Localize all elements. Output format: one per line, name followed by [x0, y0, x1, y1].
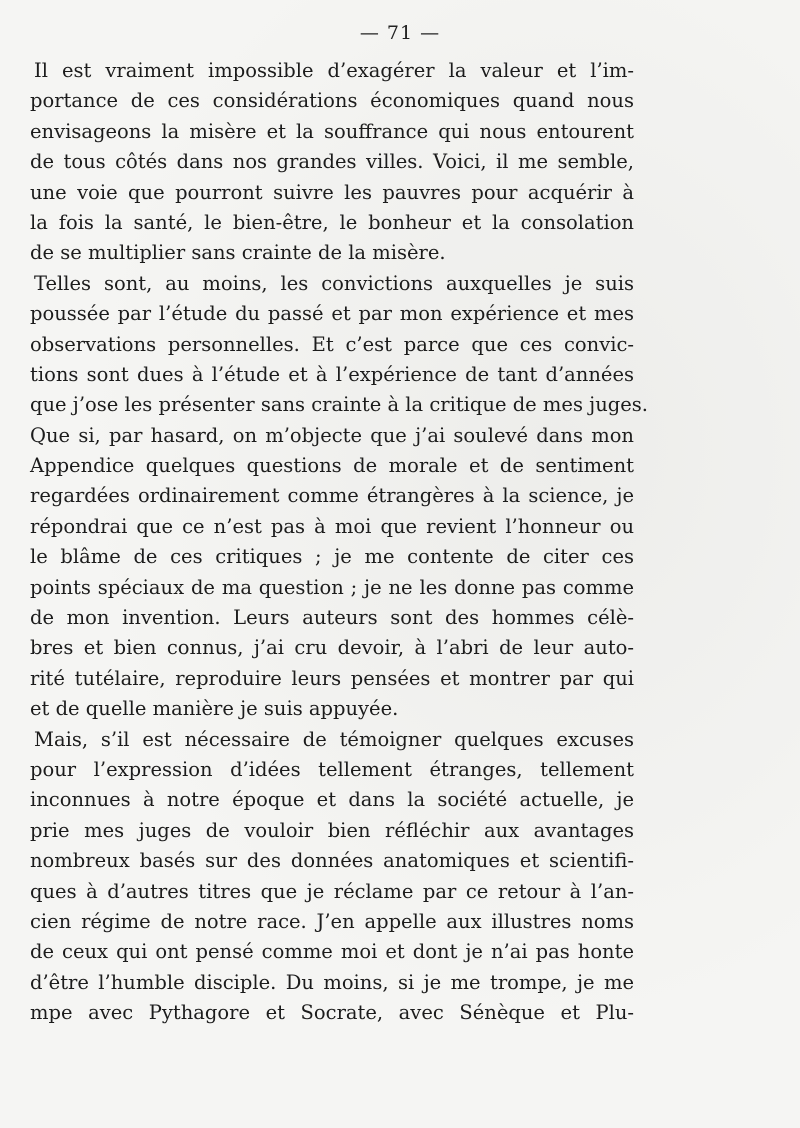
text-line: le blâme de ces critiques ; je me contente de citer ces: [30, 545, 634, 569]
text-line: la fois la santé, le bien-être, le bonheur et la consolation: [30, 210, 634, 234]
text-line: envisageons la misère et la souffrance qui nous entourent: [30, 119, 634, 143]
text-line: portance de ces considérations économiques quand nous: [30, 89, 634, 113]
page-number: — 71 —: [359, 22, 441, 44]
paragraph-1: [30, 56, 634, 269]
text-line: ques à d’autres titres que je réclame par ce retour à l’an-: [30, 879, 634, 903]
text-line: de ceux qui ont pensé comme moi et dont je n’ai pas honte: [30, 940, 634, 964]
text-line: répondrai que ce n’est pas à moi que revient l’honneur ou: [30, 514, 634, 538]
text-line: pour l’expression d’idées tellement étranges, tellement: [30, 757, 634, 781]
text-line: Telles sont, au moins, les convictions auxquelles je suis: [34, 271, 634, 295]
text-line: de mon invention. Leurs auteurs sont des hommes célè-: [30, 606, 634, 630]
text-line: mpe avec Pythagore et Socrate, avec Sénèque et Plu-: [30, 1001, 634, 1025]
text-line: Mais, s’il est nécessaire de témoigner quelques excuses: [34, 727, 634, 751]
text-line: nombreux basés sur des données anatomiques et scientifi-: [30, 849, 634, 873]
text-line: rité tutélaire, reproduire leurs pensées et montrer par qui: [30, 666, 634, 690]
text-line: d’être l’humble disciple. Du moins, si je me trompe, je me: [30, 970, 634, 994]
text-line: que j’ose les présenter sans crainte à la critique de mes juges.: [30, 393, 648, 417]
text-line: inconnues à notre époque et dans la société actuelle, je: [30, 788, 634, 812]
text-line: Que si, par hasard, on m’objecte que j’ai soulevé dans mon: [30, 423, 634, 447]
text-line: bres et bien connus, j’ai cru devoir, à l’abri de leur auto-: [30, 636, 634, 660]
text-line: points spéciaux de ma question ; je ne les donne pas comme: [30, 575, 634, 599]
paragraph-2: [30, 269, 648, 725]
text-line: Il est vraiment impossible d’exagérer la valeur et l’im-: [34, 59, 634, 82]
body-text: [30, 56, 648, 1029]
text-line: observations personnelles. Et c’est parce que ces convic-: [30, 332, 634, 356]
text-line: de tous côtés dans nos grandes villes. Voici, il me semble,: [30, 150, 634, 174]
text-line: Appendice quelques questions de morale et de sentiment: [30, 454, 634, 478]
text-line: et de quelle manière je suis appuyée.: [30, 697, 399, 721]
text-line: une voie que pourront suivre les pauvres pour acquérir à: [30, 180, 634, 204]
paragraph-3: [30, 725, 634, 1029]
text-line: cien régime de notre race. J’en appelle aux illustres noms: [30, 909, 634, 933]
text-line: regardées ordinairement comme étrangères à la science, je: [30, 484, 634, 508]
text-line: prie mes juges de vouloir bien réfléchir aux avantages: [30, 818, 634, 842]
text-line: de se multiplier sans crainte de la misère.: [30, 241, 446, 265]
text-line: tions sont dues à l’étude et à l’expérience de tant d’années: [30, 362, 634, 386]
text-line: poussée par l’étude du passé et par mon expérience et mes: [30, 302, 634, 326]
